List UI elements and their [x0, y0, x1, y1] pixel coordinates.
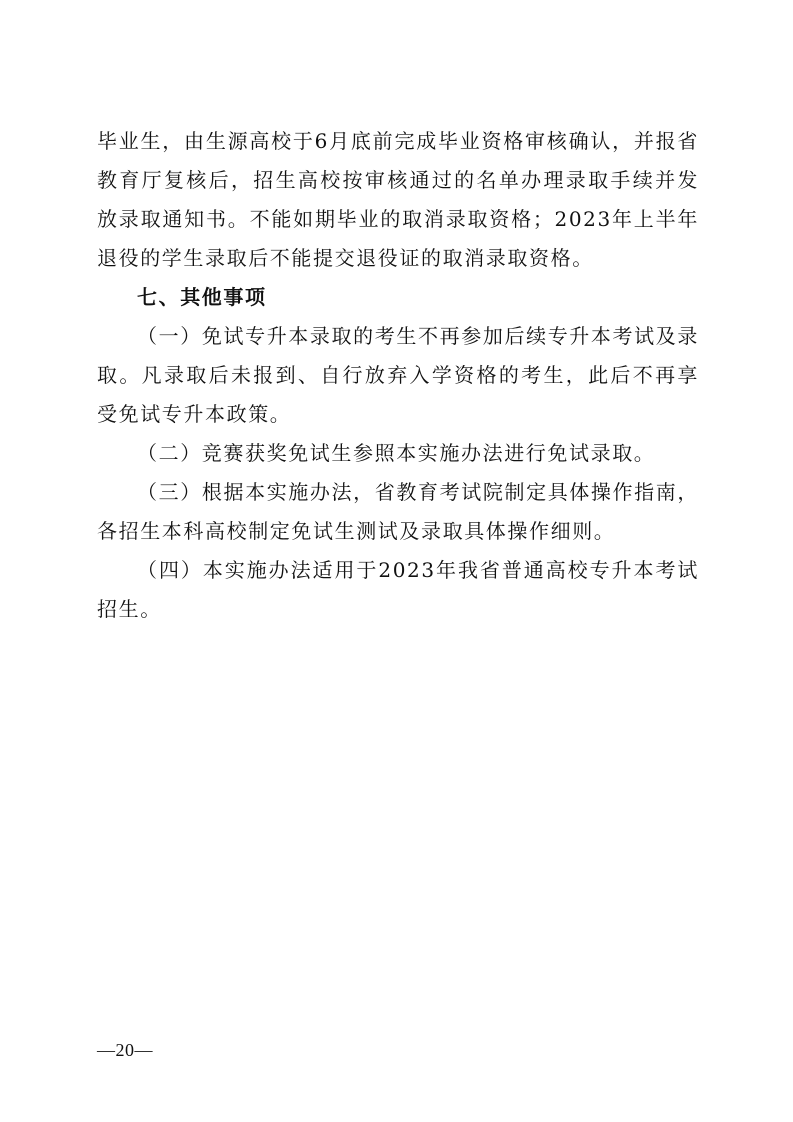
page-number: —20—	[97, 1040, 153, 1060]
list-item-4: （四）本实施办法适用于2023年我省普通高校专升本考试招生。	[97, 558, 699, 621]
list-item-3: （三）根据本实施办法，省教育考试院制定具体操作指南，各招生本科高校制定免试生测试及录取具体操作细则。	[97, 480, 699, 543]
section-heading: 七、其他事项	[137, 285, 267, 309]
document-body	[97, 122, 699, 629]
continued-paragraph: 毕业生，由生源高校于6月底前完成毕业资格审核确认，并报省教育厅复核后，招生高校按审核通过的名单办理录取手续并发放录取通知书。不能如期毕业的取消录取资格；2023年上半年退役的学生录取后不能提交退役证的取消录取资格。	[97, 129, 699, 270]
list-item-2: （二）竞赛获奖免试生参照本实施办法进行免试录取。	[137, 441, 656, 465]
list-item-1: （一）免试专升本录取的考生不再参加后续专升本考试及录取。凡录取后未报到、自行放弃入学资格的考生，此后不再享受免试专升本政策。	[97, 324, 699, 426]
